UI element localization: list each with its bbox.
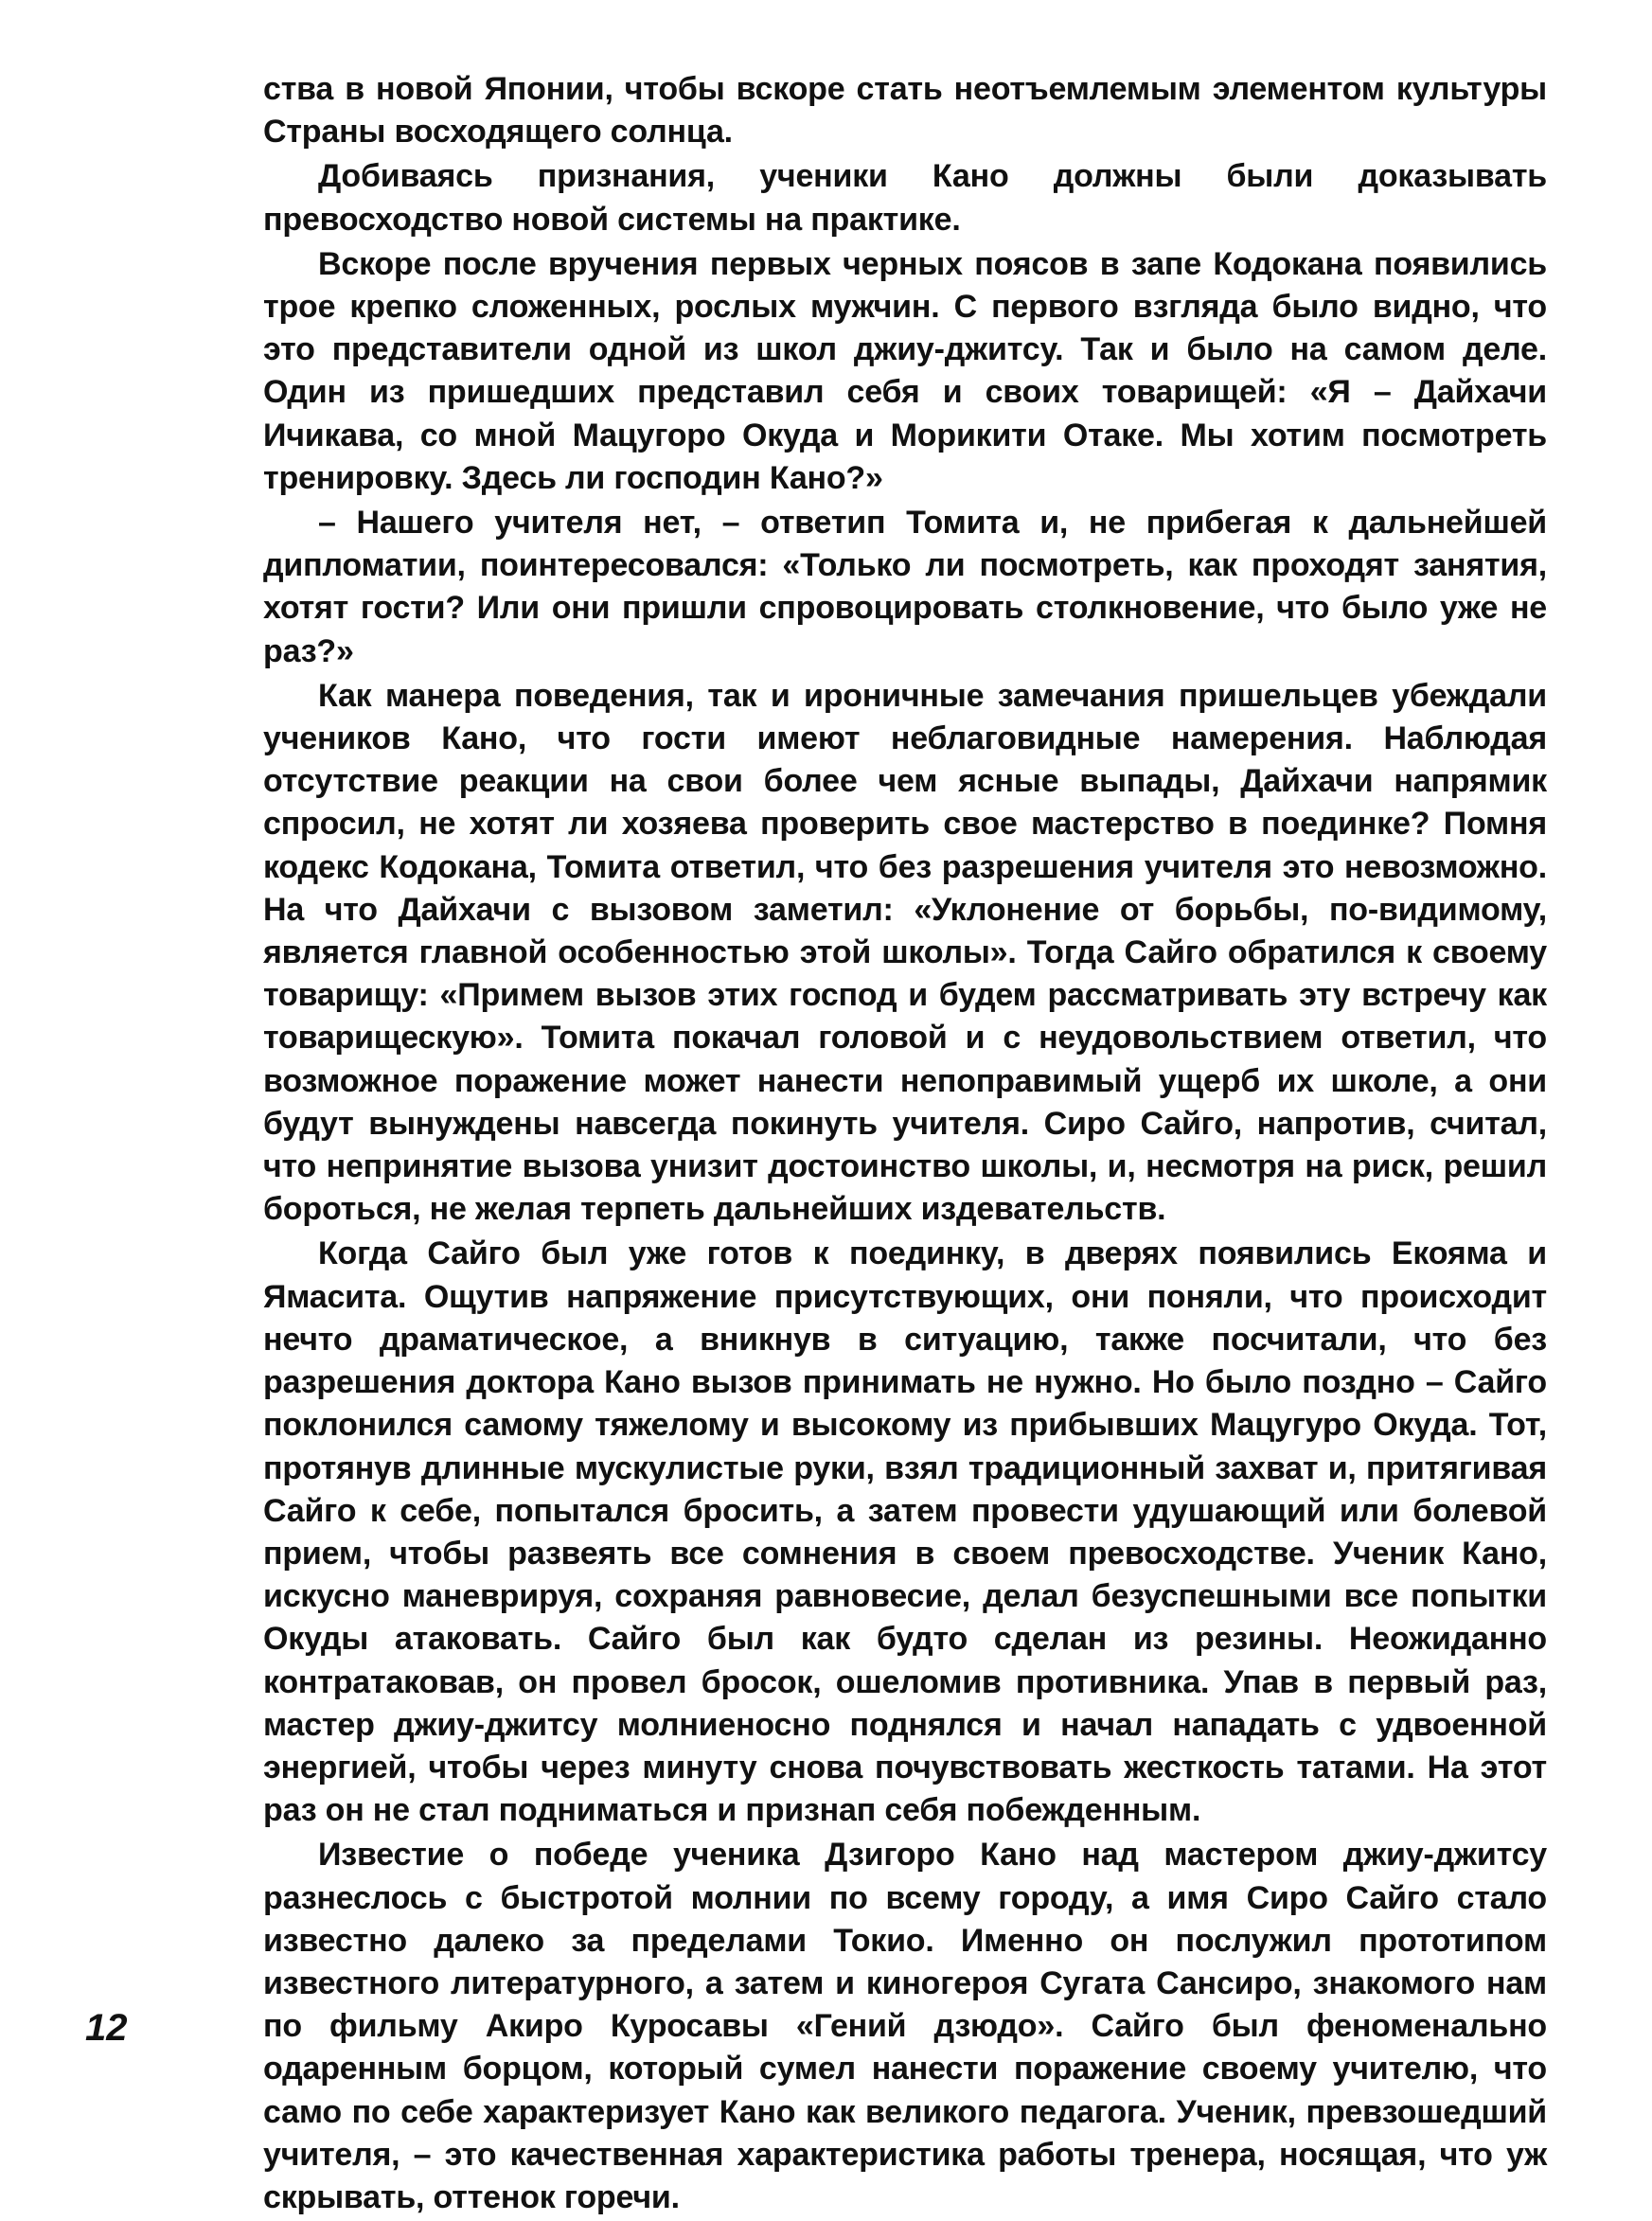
paragraph-6: Когда Сайго был уже готов к поединку, в дверях появились Екояма и Ямасита. Ощутив напряжение присутствующих, они поняли, что происходит нечто драматическое, а вникнув в ситуацию, также посчитали, что без разрешения доктора Кано вызов принимать не нужно. Но было поздно – Сайго поклонился самому тяжелому и высокому из прибывших Мацугуро Окуда. Тот, протянув длинные мускулистые руки, взял традиционный захват и, притягивая Сайго к себе, попытался бросить, а затем провести удушающий или болевой прием, чтобы развеять все сомнения в своем превосходстве. Ученик Кано, искусно маневрируя, сохраняя равновесие, делал безуспешными все попытки Окуды атаковать. Сайго был как будто сделан из резины. Неожиданно контратаковав, он провел бросок, ошеломив противника. Упав в первый раз, мастер джиу-джитсу молниеносно поднялся и начал нападать с удвоенной энергией, чтобы через минуту снова почувствовать жесткость татами. На этот раз он не стал подниматься и признап себя побежденным.: [263, 1235, 1547, 1829]
paragraph-4: – Нашего учителя нет, – ответип Томита и, не прибегая к дальнейшей дипломатии, поинтересовался: «Только ли посмотреть, как проходят занятия, хотят гости? Или они пришли спровоцировать столкновение, что было уже не раз?»: [263, 505, 1547, 669]
paragraph-1: ства в новой Японии, чтобы вскоре стать неотъемлемым элементом культуры Страны восходящего солнца.: [263, 71, 1547, 151]
paragraph-3: Вскоре после вручения первых черных поясов в запе Кодокана появились трое крепко сложенных, рослых мужчин. С первого взгляда было видно, что это представители одной из школ джиу-джитсу. Так и было на самом деле. Один из пришедших представил себя и своих товарищей: «Я – Дайхачи Ичикава, со мной Мацугоро Окуда и Морикити Отаке. Мы хотим посмотреть тренировку. Здесь ли господин Кано?»: [263, 245, 1547, 496]
paragraph-2: Добиваясь признания, ученики Кано должны были доказывать превосходство новой системы на практике.: [263, 158, 1547, 238]
paragraph-5: Как манера поведения, так и ироничные замечания пришельцев убеждали учеников Кано, что гости имеют неблаговидные намерения. Наблюдая отсутствие реакции на свои более чем ясные выпады, Дайхачи напрямик спросил, не хотят ли хозяева проверить свое мастерство в поединке? Помня кодекс Кодокана, Томита ответил, что без разрешения учителя это невозможно. На что Дайхачи с вызовом заметил: «Уклонение от борьбы, по-видимому, является главной особенностью этой школы». Тогда Сайго обратился к своему товарищу: «Примем вызов этих господ и будем рассматривать эту встречу как товарищескую». Томита покачал головой и с неудовольствием ответил, что возможное поражение может нанести непоправимый ущерб их школе, а они будут вынуждены навсегда покинуть учителя. Сиро Сайго, напротив, считал, что непринятие вызова унизит достоинство школы, и, несмотря на риск, решил бороться, не желая терпеть дальнейших издевательств.: [263, 677, 1547, 1228]
body-text: [263, 68, 1547, 2221]
page-number: 12: [85, 2007, 128, 2049]
paragraph-7: Известие о победе ученика Дзигоро Кано над мастером джиу-джитсу разнеслось с быстротой молнии по всему городу, а имя Сиро Сайго стало известно далеко за пределами Токио. Именно он послужил прототипом известного литературного, а затем и киногероя Сугата Сансиро, знакомого нам по фильму Акиро Куросавы «Гений дзюдо». Сайго был феноменально одаренным борцом, который сумел нанести поражение своему учителю, что само по себе характеризует Кано как великого педагога. Ученик, превзошедший учителя, – это качественная характеристика работы тренера, носящая, что уж скрывать, оттенок горечи.: [263, 1837, 1547, 2215]
